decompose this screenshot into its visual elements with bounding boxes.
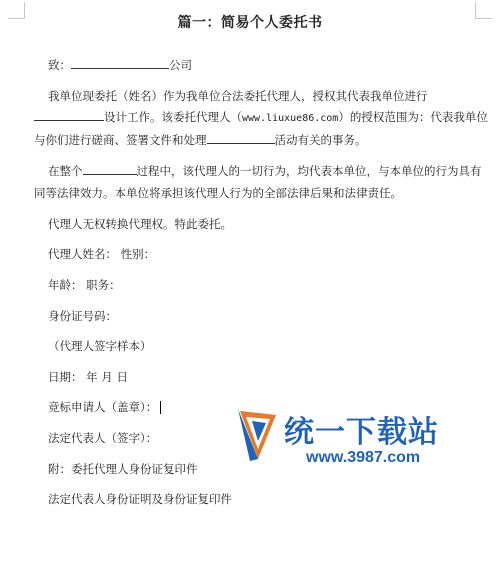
blank-field[interactable] xyxy=(83,163,137,175)
watermark xyxy=(236,405,446,475)
blank-field[interactable] xyxy=(207,132,275,144)
url-text: www.liuxue86.com xyxy=(242,113,339,124)
paragraph-1-line-1: 我单位现委托（姓名）作为我单位合法委托代理人，授权其代表我单位进行 xyxy=(48,89,428,103)
field-agent-name: 代理人姓名： 性别： xyxy=(48,247,156,261)
watermark-url: www.3987.com xyxy=(306,449,421,466)
blank-field[interactable] xyxy=(71,57,169,69)
paragraph-2-line-1: 在整个 过程中，该代理人的一切行为，均代表本单位，与本单位的行为具有 xyxy=(48,164,482,178)
blank-field[interactable] xyxy=(34,109,104,121)
paragraph-1-line-3: 与你们进行磋商、签署文件和处理 活动有关的事务。 xyxy=(34,133,367,147)
date-line: 日期： 年 月 日 xyxy=(48,370,128,384)
watermark-text: 统一下载站 xyxy=(284,415,439,450)
paragraph-2-line-2: 同等法律效力。本单位将承担该代理人行为的全部法律后果和法律责任。 xyxy=(34,186,402,200)
text-cursor xyxy=(160,401,161,414)
field-id-number: 身份证号码： xyxy=(48,309,117,323)
applicant-line: 竞标申请人（盖章）： xyxy=(48,399,488,415)
attachment-line-1: 附：委托代理人身份证复印件 xyxy=(48,462,198,476)
attachment-line-2: 法定代表人身份证明及身份证复印件 xyxy=(48,492,232,506)
paragraph-1-line-2: 设计工作。该委托代理人（www.liuxue86.com）的授权范围为：代表我单位 xyxy=(34,109,474,127)
legal-rep-line: 法定代表人（签字）： xyxy=(48,431,158,445)
signature-sample: （代理人签字样本） xyxy=(48,339,152,353)
logo-icon xyxy=(236,405,282,463)
paragraph-3: 代理人无权转换代理权。特此委托。 xyxy=(48,217,232,231)
addressee-line: 致： 公司 xyxy=(48,58,192,72)
document-title: 篇一：简易个人委托书 xyxy=(177,15,323,31)
field-agent-age: 年龄： 职务： xyxy=(48,278,121,292)
